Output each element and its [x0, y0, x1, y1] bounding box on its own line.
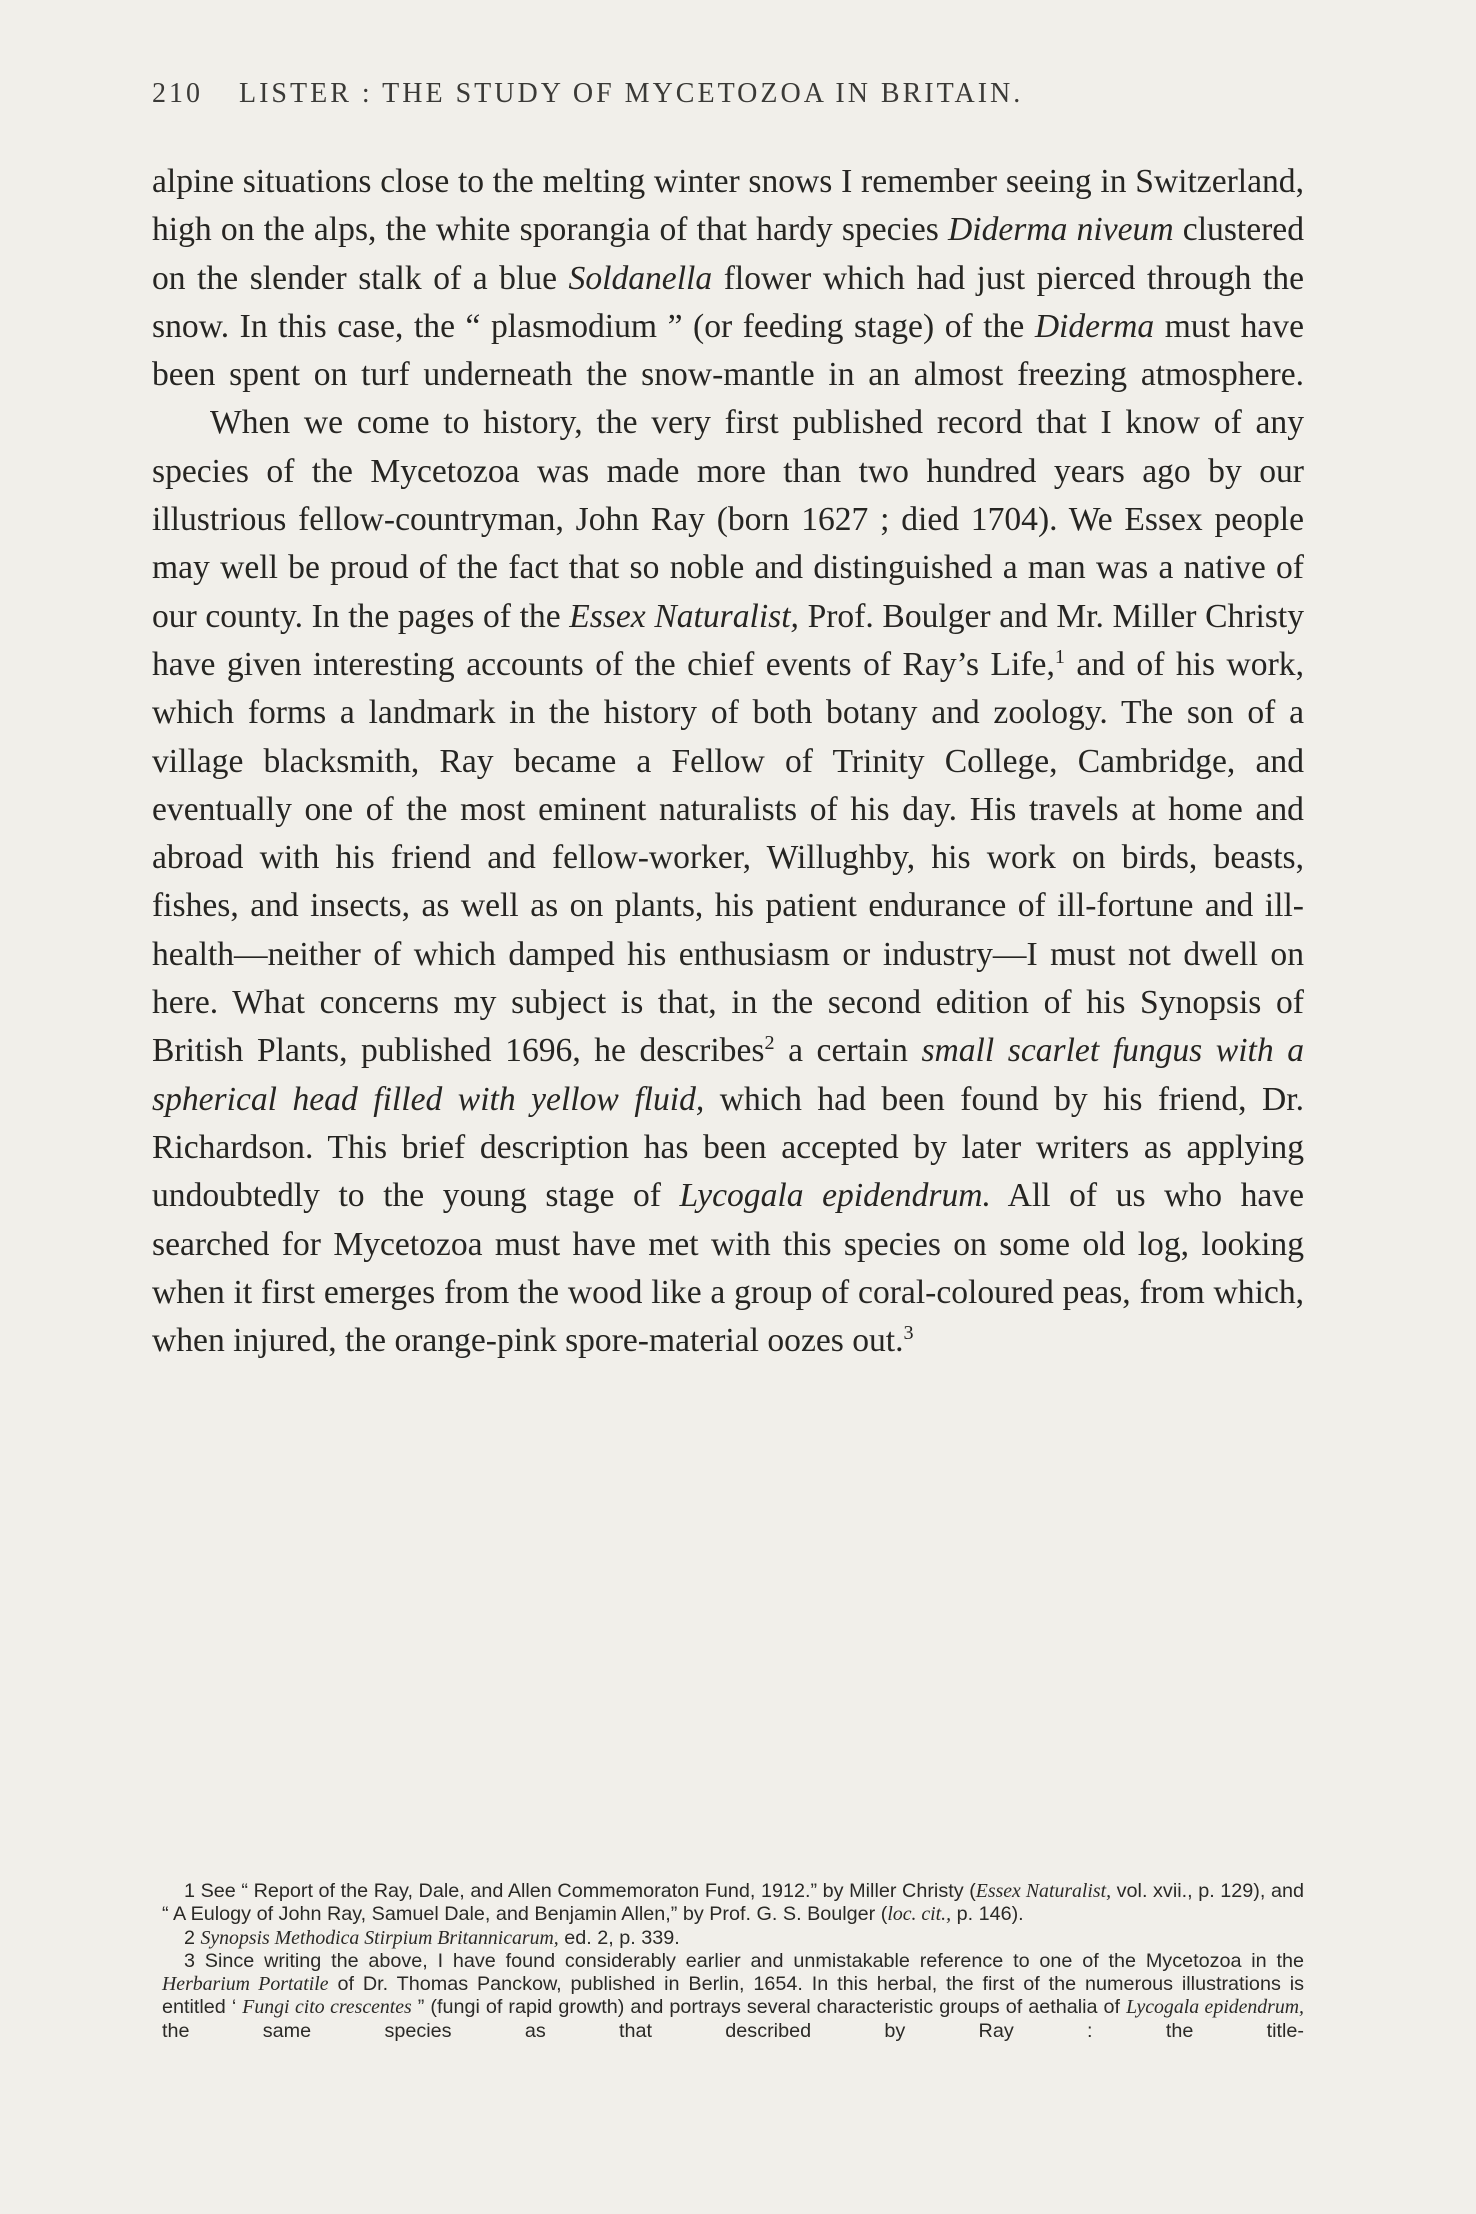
- footnotes: [162, 1880, 1304, 2043]
- footnote-1: 1 See “ Report of the Ray, Dale, and Allen Commemoraton Fund, 1912.” by Miller Christy (Essex Naturalist, vol. xvii., p. 129), and “ A Eulogy of John Ray, Samuel Dale, and Benjamin Allen,” by Prof. G. S. Boulger (loc. cit., p. 146).: [162, 1880, 1304, 1926]
- page-number: 210: [152, 78, 203, 109]
- running-header: [152, 78, 1322, 110]
- paragraph-continued: alpine situations close to the melting winter snows I remember seeing in Switzerland, high on the alps, the white sporangia of that hardy species Diderma niveum clustered on the slender stalk of a blue Soldanella flower which had just pierced through the snow. In this case, the “ plasmodium ” (or feeding stage) of the Diderma must have been spent on turf underneath the snow-mantle in an almost freezing atmosphere.: [152, 163, 1305, 394]
- footnote-ref-1: 1: [1054, 645, 1065, 668]
- footnote-ref-3: 3: [903, 1321, 914, 1344]
- running-title: LISTER : THE STUDY OF MYCETOZOA IN BRITAIN.: [239, 78, 1024, 109]
- body-text: [152, 158, 1304, 1365]
- footnote-3: 3 Since writing the above, I have found considerably earlier and unmistakable reference to one of the Mycetozoa in the Herbarium Portatile of Dr. Thomas Panckow, published in Berlin, 1654. In this herbal, the first of the numerous illustrations is entitled ‘ Fungi cito crescentes ” (fungi of rapid growth) and portrays several characteristic groups of aethalia of Lycogala epidendrum, the same species as that described by Ray : the title-: [162, 1949, 1304, 2042]
- footnote-2: 2 Synopsis Methodica Stirpium Britannicarum, ed. 2, p. 339.: [184, 1926, 680, 1949]
- footnote-ref-2: 2: [764, 1032, 775, 1055]
- paragraph-history: When we come to history, the very first published record that I know of any species of the Mycetozoa was made more than two hundred years ago by our illustrious fellow-countryman, John Ray (born 1627 ; died 1704). We Essex people may well be proud of the fact that so noble and distinguished a man was a native of our county. In the pages of the Essex Naturalist, Prof. Boulger and Mr. Miller Christy have given interesting accounts of the chief events of Ray’s Life,$^1$ and of his work, which forms a landmark in the history of both botany and zoology. The son of a village blacksmith, Ray became a Fellow of Trinity College, Cambridge, and eventually one of the most eminent naturalists of his day. His travels at home and abroad with his friend and fellow-worker, Willughby, his work on birds, beasts, fishes, and insects, as well as on plants, his patient endurance of ill-fortune and ill-health—neither of which damped his enthusiasm or industry—I must not dwell on here. What concerns my subject is that, in the second edition of his Synopsis of British Plants, published 1696, he describes$^2$ a certain small scarlet fungus with a spherical head filled with yellow fluid, which had been found by his friend, Dr. Richardson. This brief description has been accepted by later writers as applying undoubtedly to the young stage of Lycogala epidendrum. All of us who have searched for Mycetozoa must have met with this species on some old log, looking when it first emerges from the wood like a group of coral-coloured peas, from which, when injured, the orange-pink spore-material oozes out.$^3$: [152, 404, 1305, 1360]
